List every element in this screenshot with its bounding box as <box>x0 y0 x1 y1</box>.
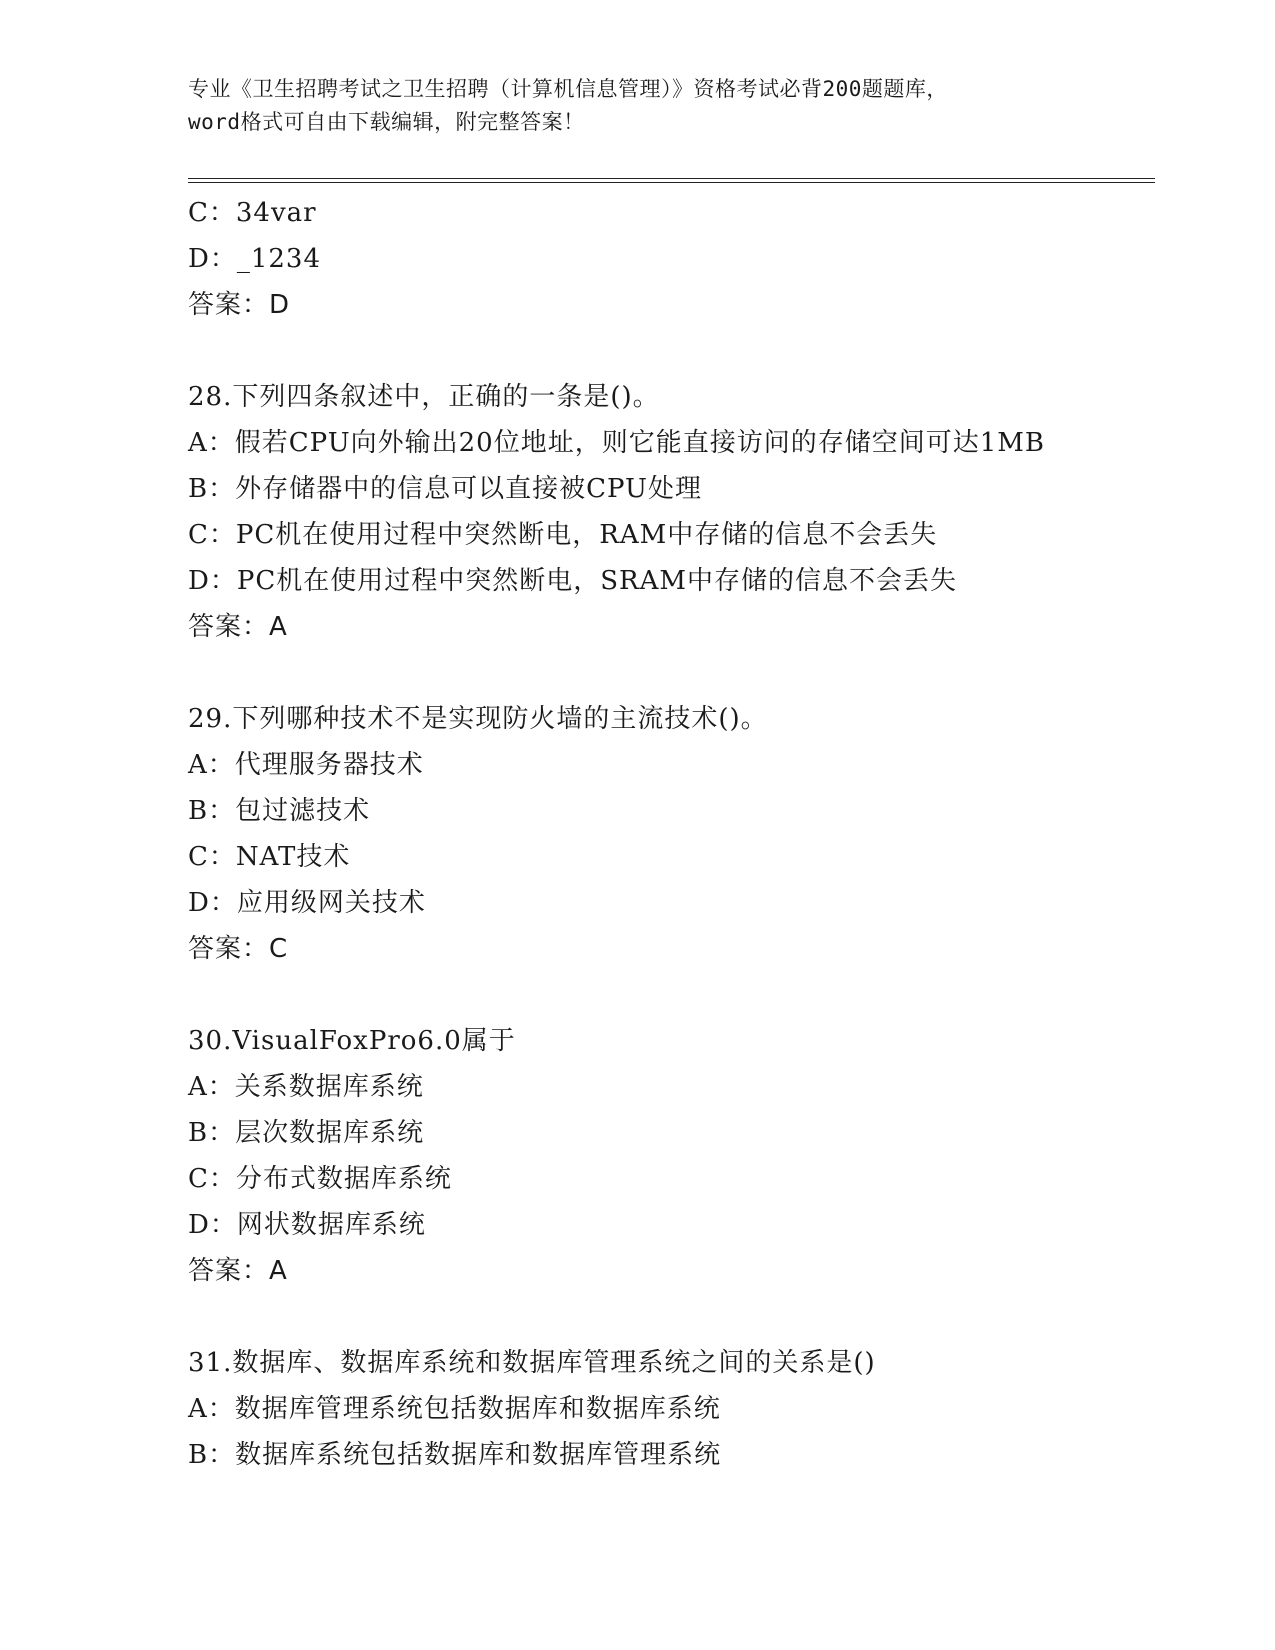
option-b: B：数据库系统包括数据库和数据库管理系统 <box>188 1440 722 1470</box>
spacer <box>188 972 1148 1018</box>
option-d: D：网状数据库系统 <box>188 1210 426 1240</box>
option-a: A：代理服务器技术 <box>188 750 424 780</box>
question-stem: 30.VisualFoxPro6.0属于 <box>188 1026 516 1056</box>
option-a: A：关系数据库系统 <box>188 1072 424 1102</box>
option-b: B：层次数据库系统 <box>188 1118 425 1148</box>
option-d: D：_1234 <box>188 244 322 274</box>
option-a: A：假若CPU向外输出20位地址，则它能直接访问的存储空间可达1MB <box>188 428 1045 458</box>
option-b: B：外存储器中的信息可以直接被CPU处理 <box>188 474 702 504</box>
option-c: C：NAT技术 <box>188 842 351 872</box>
spacer <box>188 328 1148 374</box>
question-stem: 29.下列哪种技术不是实现防火墙的主流技术()。 <box>188 704 768 734</box>
answer-line: 答案：A <box>188 1256 288 1286</box>
question-block-29 <box>188 696 1148 972</box>
header-line-2: word格式可自由下载编辑，附完整答案！ <box>188 110 585 134</box>
spacer <box>188 650 1148 696</box>
question-list <box>188 190 1148 1478</box>
document-header <box>188 73 1088 139</box>
option-c: C：分布式数据库系统 <box>188 1164 452 1194</box>
option-d: D：PC机在使用过程中突然断电，SRAM中存储的信息不会丢失 <box>188 566 958 596</box>
answer-line: 答案：D <box>188 290 291 320</box>
question-block-30 <box>188 1018 1148 1294</box>
header-line-1: 专业《卫生招聘考试之卫生招聘（计算机信息管理）》资格考试必背200题题库， <box>188 77 948 101</box>
header-rule-top <box>188 178 1155 179</box>
option-c: C：PC机在使用过程中突然断电，RAM中存储的信息不会丢失 <box>188 520 938 550</box>
option-d: D：应用级网关技术 <box>188 888 426 918</box>
question-stem: 28.下列四条叙述中，正确的一条是()。 <box>188 382 660 412</box>
spacer <box>188 1294 1148 1340</box>
option-b: B：包过滤技术 <box>188 796 371 826</box>
question-block-31 <box>188 1340 1148 1478</box>
answer-line: 答案：C <box>188 934 289 964</box>
question-block-28 <box>188 374 1148 650</box>
option-a: A：数据库管理系统包括数据库和数据库系统 <box>188 1394 721 1424</box>
option-c: C：34var <box>188 198 317 228</box>
answer-line: 答案：A <box>188 612 288 642</box>
header-rule-bottom <box>188 182 1155 183</box>
question-stem: 31.数据库、数据库系统和数据库管理系统之间的关系是() <box>188 1348 876 1378</box>
